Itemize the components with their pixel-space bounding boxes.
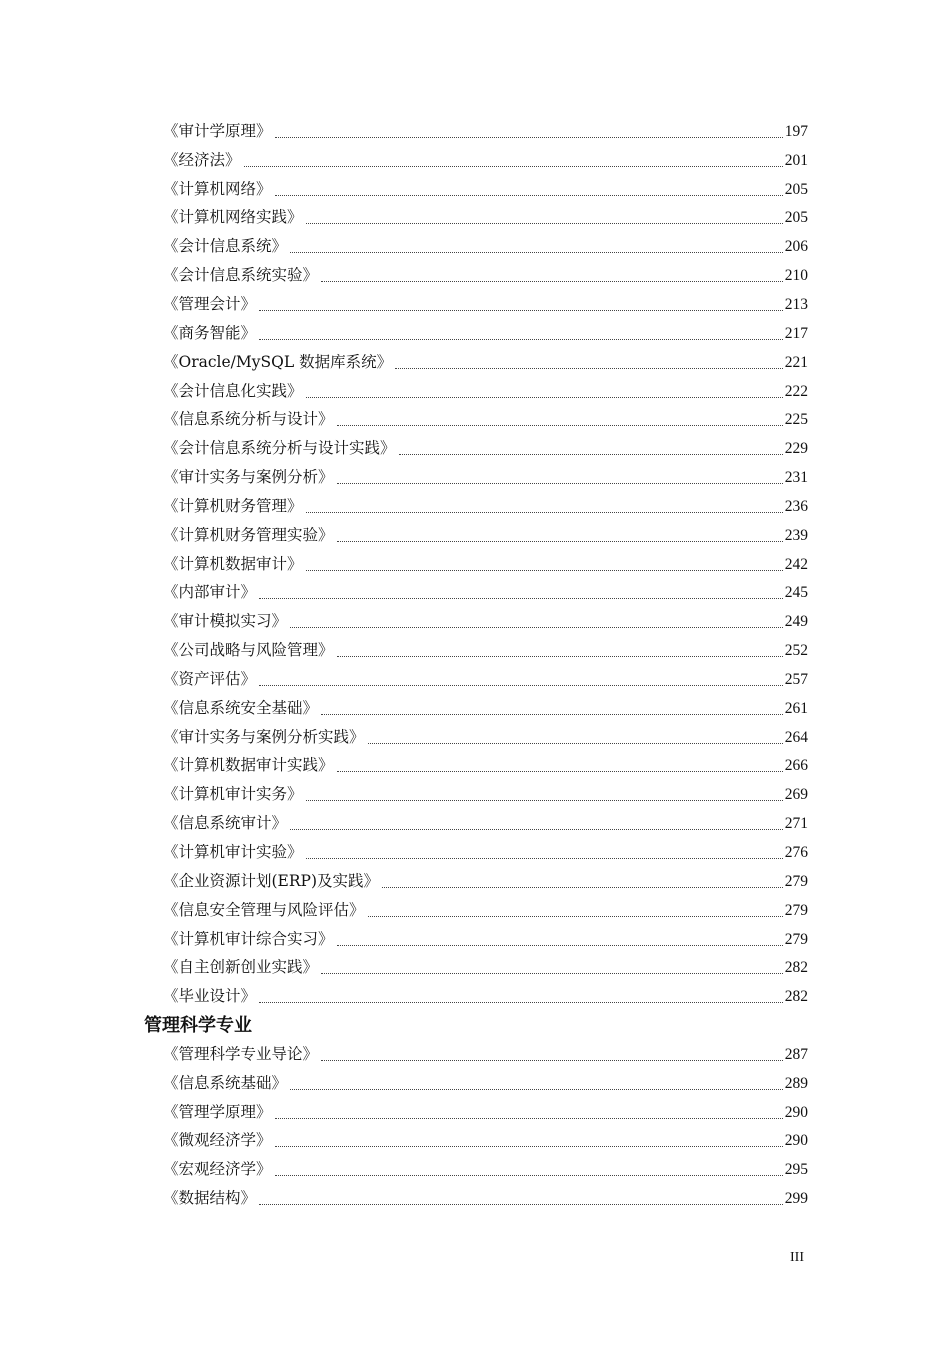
dot-leader bbox=[337, 541, 783, 542]
toc-entry-page: 245 bbox=[784, 584, 808, 602]
toc-entry-page: 266 bbox=[784, 757, 808, 775]
toc-entry-page: 231 bbox=[784, 469, 808, 487]
dot-leader bbox=[290, 1089, 783, 1090]
toc-entry-title: 《计算机财务管理》 bbox=[163, 496, 303, 515]
toc-entry-title: 《审计实务与案例分析》 bbox=[163, 468, 334, 487]
dot-leader bbox=[306, 397, 783, 398]
dot-leader bbox=[306, 858, 783, 859]
toc-entry-page: 206 bbox=[784, 238, 808, 256]
dot-leader bbox=[290, 252, 783, 253]
toc-entry bbox=[163, 611, 808, 632]
toc-entry-page: 229 bbox=[784, 440, 808, 458]
toc-entry-page: 295 bbox=[784, 1161, 808, 1179]
toc-entry-page: 276 bbox=[784, 844, 808, 862]
toc-entry bbox=[163, 842, 808, 863]
toc-row[interactable] bbox=[0, 1127, 952, 1156]
toc-row[interactable] bbox=[0, 665, 952, 694]
toc-row[interactable] bbox=[0, 521, 952, 550]
toc-entry-page: 239 bbox=[784, 526, 808, 544]
toc-row[interactable] bbox=[0, 348, 952, 377]
toc-entry-title: 《计算机数据审计》 bbox=[163, 554, 303, 573]
toc-entry-title: 《计算机数据审计实践》 bbox=[163, 756, 334, 775]
toc-row[interactable] bbox=[0, 636, 952, 665]
toc-entry-title: 《管理学原理》 bbox=[163, 1102, 272, 1121]
toc-row[interactable] bbox=[0, 405, 952, 434]
dot-leader bbox=[259, 1204, 783, 1205]
toc-entry-page: 217 bbox=[784, 324, 808, 342]
toc-entry bbox=[163, 438, 808, 459]
toc-entry bbox=[163, 236, 808, 257]
toc-row[interactable] bbox=[0, 579, 952, 608]
toc-row[interactable] bbox=[0, 377, 952, 406]
dot-leader bbox=[337, 656, 783, 657]
toc-entry-title: 《审计实务与案例分析实践》 bbox=[163, 727, 365, 746]
dot-leader bbox=[275, 195, 783, 196]
toc-group-management-science bbox=[0, 1040, 952, 1213]
toc-entry-page: 213 bbox=[784, 295, 808, 313]
toc-entry bbox=[163, 727, 808, 748]
dot-leader bbox=[321, 973, 783, 974]
toc-entry bbox=[163, 1130, 808, 1151]
dot-leader bbox=[395, 368, 783, 369]
toc-entry-page: 269 bbox=[784, 786, 808, 804]
toc-entry-title: 《会计信息系统分析与设计实践》 bbox=[163, 439, 396, 458]
toc-entry-title: 《商务智能》 bbox=[163, 323, 257, 342]
toc-row[interactable] bbox=[0, 463, 952, 492]
toc-entry-page: 205 bbox=[784, 180, 808, 198]
section-heading: 管理科学专业 bbox=[144, 1014, 252, 1036]
dot-leader bbox=[275, 1118, 783, 1119]
toc-entry bbox=[163, 554, 808, 575]
toc-entry bbox=[163, 525, 808, 546]
toc-row[interactable] bbox=[0, 492, 952, 521]
toc-entry-title: 《计算机审计实务》 bbox=[163, 785, 303, 804]
toc-row[interactable] bbox=[0, 925, 952, 954]
toc-entry bbox=[163, 207, 808, 228]
toc-entry bbox=[163, 294, 808, 315]
dot-leader bbox=[306, 800, 783, 801]
toc-row[interactable] bbox=[0, 290, 952, 319]
toc-entry-page: 261 bbox=[784, 699, 808, 717]
dot-leader bbox=[337, 945, 783, 946]
toc-row[interactable] bbox=[0, 982, 952, 1011]
toc-row[interactable] bbox=[0, 204, 952, 233]
toc-entry bbox=[163, 669, 808, 690]
toc-entry-page: 210 bbox=[784, 267, 808, 285]
toc-row[interactable] bbox=[0, 694, 952, 723]
toc-entry-page: 287 bbox=[784, 1045, 808, 1063]
toc-entry bbox=[163, 381, 808, 402]
toc-entry-page: 279 bbox=[784, 872, 808, 890]
dot-leader bbox=[337, 771, 783, 772]
toc-row[interactable] bbox=[0, 146, 952, 175]
toc-row[interactable] bbox=[0, 752, 952, 781]
toc-entry-title: 《计算机审计实验》 bbox=[163, 843, 303, 862]
toc-entry-page: 249 bbox=[784, 613, 808, 631]
dot-leader bbox=[399, 454, 783, 455]
toc-entry-title: 《管理会计》 bbox=[163, 294, 257, 313]
toc-entry bbox=[163, 1188, 808, 1209]
toc-entry-title: 《公司战略与风险管理》 bbox=[163, 641, 334, 660]
toc-entry bbox=[163, 150, 808, 171]
toc-entry-page: 290 bbox=[784, 1132, 808, 1150]
toc-row[interactable] bbox=[0, 838, 952, 867]
toc-entry-title: 《宏观经济学》 bbox=[163, 1160, 272, 1179]
toc-entry bbox=[163, 1073, 808, 1094]
toc-row[interactable] bbox=[0, 1069, 952, 1098]
dot-leader bbox=[259, 1002, 783, 1003]
toc-entry bbox=[163, 929, 808, 950]
toc-entry-page: 201 bbox=[784, 151, 808, 169]
toc-row[interactable] bbox=[0, 1184, 952, 1213]
toc-row[interactable] bbox=[0, 550, 952, 579]
dot-leader bbox=[306, 223, 783, 224]
toc-entry-title: 《管理科学专业导论》 bbox=[163, 1044, 319, 1063]
dot-leader bbox=[275, 137, 783, 138]
toc-entry-title: 《内部审计》 bbox=[163, 583, 257, 602]
toc-entry-page: 221 bbox=[784, 353, 808, 371]
toc-entry-title: 《计算机审计综合实习》 bbox=[163, 929, 334, 948]
toc-entry bbox=[163, 352, 808, 373]
toc-entry bbox=[163, 1102, 808, 1123]
toc-entry bbox=[163, 467, 808, 488]
dot-leader bbox=[368, 743, 783, 744]
toc-entry-title: 《计算机网络实践》 bbox=[163, 208, 303, 227]
toc-entry-page: 282 bbox=[784, 959, 808, 977]
dot-leader bbox=[306, 570, 783, 571]
toc-entry bbox=[163, 409, 808, 430]
dot-leader bbox=[275, 1175, 783, 1176]
toc-entry-page: 290 bbox=[784, 1103, 808, 1121]
dot-leader bbox=[290, 627, 783, 628]
toc-entry-title: 《信息系统分析与设计》 bbox=[163, 410, 334, 429]
dot-leader bbox=[368, 916, 783, 917]
toc-entry bbox=[163, 640, 808, 661]
toc-entry-page: 242 bbox=[784, 555, 808, 573]
toc-row[interactable] bbox=[0, 1040, 952, 1069]
toc-entry bbox=[163, 1159, 808, 1180]
dot-leader bbox=[337, 483, 783, 484]
toc-entry-page: 257 bbox=[784, 670, 808, 688]
toc-entry-page: 271 bbox=[784, 815, 808, 833]
toc-entry-title: 《会计信息化实践》 bbox=[163, 381, 303, 400]
toc-entry bbox=[163, 871, 808, 892]
toc-entry bbox=[163, 813, 808, 834]
toc-entry bbox=[163, 957, 808, 978]
toc-entry-page: 299 bbox=[784, 1190, 808, 1208]
dot-leader bbox=[259, 339, 783, 340]
section-heading-row bbox=[0, 1011, 952, 1040]
toc-entry bbox=[163, 582, 808, 603]
toc-entry-title: 《微观经济学》 bbox=[163, 1131, 272, 1150]
toc-entry bbox=[163, 323, 808, 344]
toc-entry bbox=[163, 784, 808, 805]
toc-row[interactable] bbox=[0, 607, 952, 636]
dot-leader bbox=[244, 166, 783, 167]
toc-entry-title: 《数据结构》 bbox=[163, 1189, 257, 1208]
toc-entry bbox=[163, 986, 808, 1007]
toc-entry bbox=[163, 900, 808, 921]
toc-entry-title: 《审计学原理》 bbox=[163, 121, 272, 140]
dot-leader bbox=[306, 512, 783, 513]
toc-row[interactable] bbox=[0, 896, 952, 925]
toc-entry-page: 205 bbox=[784, 209, 808, 227]
toc-row[interactable] bbox=[0, 232, 952, 261]
toc-entry-page: 222 bbox=[784, 382, 808, 400]
toc-row[interactable] bbox=[0, 434, 952, 463]
toc-entry bbox=[163, 179, 808, 200]
toc-row[interactable] bbox=[0, 175, 952, 204]
toc-row[interactable] bbox=[0, 723, 952, 752]
toc-entry-title: 《计算机网络》 bbox=[163, 179, 272, 198]
toc-entry-page: 252 bbox=[784, 642, 808, 660]
toc-entry bbox=[163, 755, 808, 776]
dot-leader bbox=[259, 310, 783, 311]
toc-entry-title: 《自主创新创业实践》 bbox=[163, 958, 319, 977]
toc-entry-title: 《信息安全管理与风险评估》 bbox=[163, 900, 365, 919]
toc-entry-title: 《会计信息系统》 bbox=[163, 237, 288, 256]
toc-row[interactable] bbox=[0, 867, 952, 896]
toc-entry bbox=[163, 121, 808, 142]
toc-entry-page: 197 bbox=[784, 122, 808, 140]
toc-entry bbox=[163, 698, 808, 719]
dot-leader bbox=[259, 685, 783, 686]
toc-entry-page: 225 bbox=[784, 411, 808, 429]
toc-entry-title: 《Oracle/MySQL 数据库系统》 bbox=[163, 352, 393, 371]
toc-entry-page: 279 bbox=[784, 930, 808, 948]
toc-entry-title: 《信息系统审计》 bbox=[163, 814, 288, 833]
toc-entry bbox=[163, 496, 808, 517]
toc-entry-title: 《毕业设计》 bbox=[163, 987, 257, 1006]
toc-row[interactable] bbox=[0, 117, 952, 146]
toc-entry-title: 《信息系统安全基础》 bbox=[163, 698, 319, 717]
toc-entry-title: 《会计信息系统实验》 bbox=[163, 266, 319, 285]
dot-leader bbox=[321, 281, 783, 282]
toc-row[interactable] bbox=[0, 1098, 952, 1127]
dot-leader bbox=[275, 1146, 783, 1147]
toc-group-accounting bbox=[0, 117, 952, 1011]
toc-row[interactable] bbox=[0, 319, 952, 348]
dot-leader bbox=[382, 887, 783, 888]
toc-entry-page: 264 bbox=[784, 728, 808, 746]
toc-entry bbox=[163, 1044, 808, 1065]
toc-row[interactable] bbox=[0, 1155, 952, 1184]
dot-leader bbox=[321, 714, 783, 715]
dot-leader bbox=[259, 598, 783, 599]
toc-entry-title: 《资产评估》 bbox=[163, 669, 257, 688]
toc-row[interactable] bbox=[0, 809, 952, 838]
toc-entry-page: 282 bbox=[784, 988, 808, 1006]
toc-entry bbox=[163, 265, 808, 286]
toc-row[interactable] bbox=[0, 953, 952, 982]
toc-entry-title: 《审计模拟实习》 bbox=[163, 612, 288, 631]
toc-entry-title: 《信息系统基础》 bbox=[163, 1073, 288, 1092]
toc-entry-title: 《计算机财务管理实验》 bbox=[163, 525, 334, 544]
page-number: III bbox=[790, 1250, 804, 1265]
dot-leader bbox=[337, 425, 783, 426]
toc-entry-title: 《经济法》 bbox=[163, 150, 241, 169]
dot-leader bbox=[321, 1060, 783, 1061]
dot-leader bbox=[290, 829, 783, 830]
toc-entry-page: 279 bbox=[784, 901, 808, 919]
toc-row[interactable] bbox=[0, 780, 952, 809]
toc-entry-page: 236 bbox=[784, 497, 808, 515]
table-of-contents bbox=[0, 117, 952, 1213]
toc-row[interactable] bbox=[0, 261, 952, 290]
toc-entry-title: 《企业资源计划(ERP)及实践》 bbox=[163, 871, 380, 890]
toc-entry-page: 289 bbox=[784, 1074, 808, 1092]
